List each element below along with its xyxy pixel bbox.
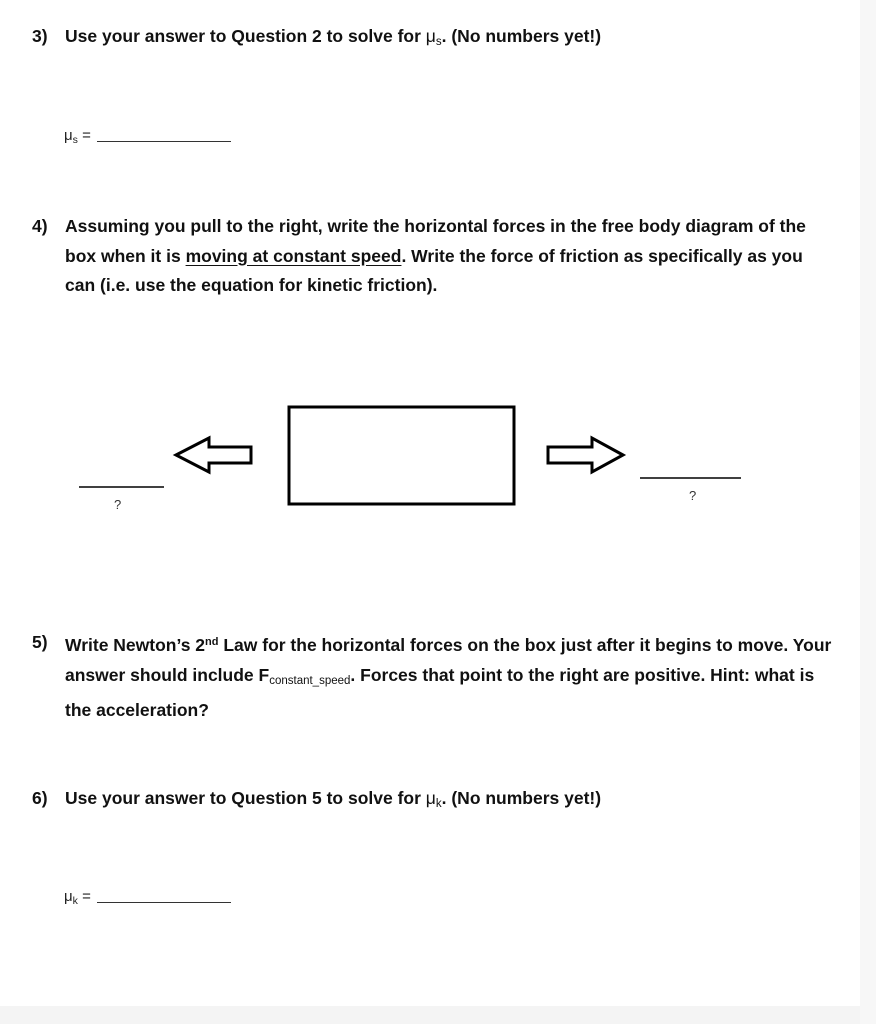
left-arrow-icon <box>176 438 251 472</box>
question-number: 6) <box>32 788 48 808</box>
question-text: Use your answer to Question 2 to solve for $\mu_s$. (No numbers yet!) <box>65 26 602 48</box>
underlined-phrase: moving at constant speed <box>185 245 402 266</box>
mu-k-label: $\mu_k$ = <box>64 888 91 907</box>
mu-k-answer <box>64 888 231 907</box>
mu-k-blank[interactable] <box>97 901 231 903</box>
page-right-edge <box>860 0 876 1024</box>
question-text: Assuming you pull to the right, write the horizontal forces in the free body diagram of the box when it is moving at constant speed. Write the force of friction as specifically as you can (i.e. use the equation for kinetic friction). <box>65 216 806 295</box>
question-number: 4) <box>32 216 48 236</box>
right-arrow-icon <box>548 438 623 472</box>
page-bottom-edge <box>0 1006 862 1024</box>
question-text: Write Newton’s 2nd Law for the horizontal forces on the box just after it begins to move. Your answer should include $F_{constant\_speed}$. Forces that point to the right are positive. Hint: what is the acceleration? <box>65 635 832 720</box>
left-force-question-mark: ? <box>114 497 122 512</box>
question-5 <box>32 628 835 726</box>
question-number: 3) <box>32 26 48 46</box>
question-6 <box>32 784 835 820</box>
question-text: Use your answer to Question 5 to solve for $\mu_k$. (No numbers yet!) <box>65 788 602 810</box>
mu-s-label: $\mu_s$ = <box>64 127 91 146</box>
question-number: 5) <box>32 632 48 652</box>
box <box>289 407 514 504</box>
right-force-question-mark: ? <box>689 488 697 503</box>
